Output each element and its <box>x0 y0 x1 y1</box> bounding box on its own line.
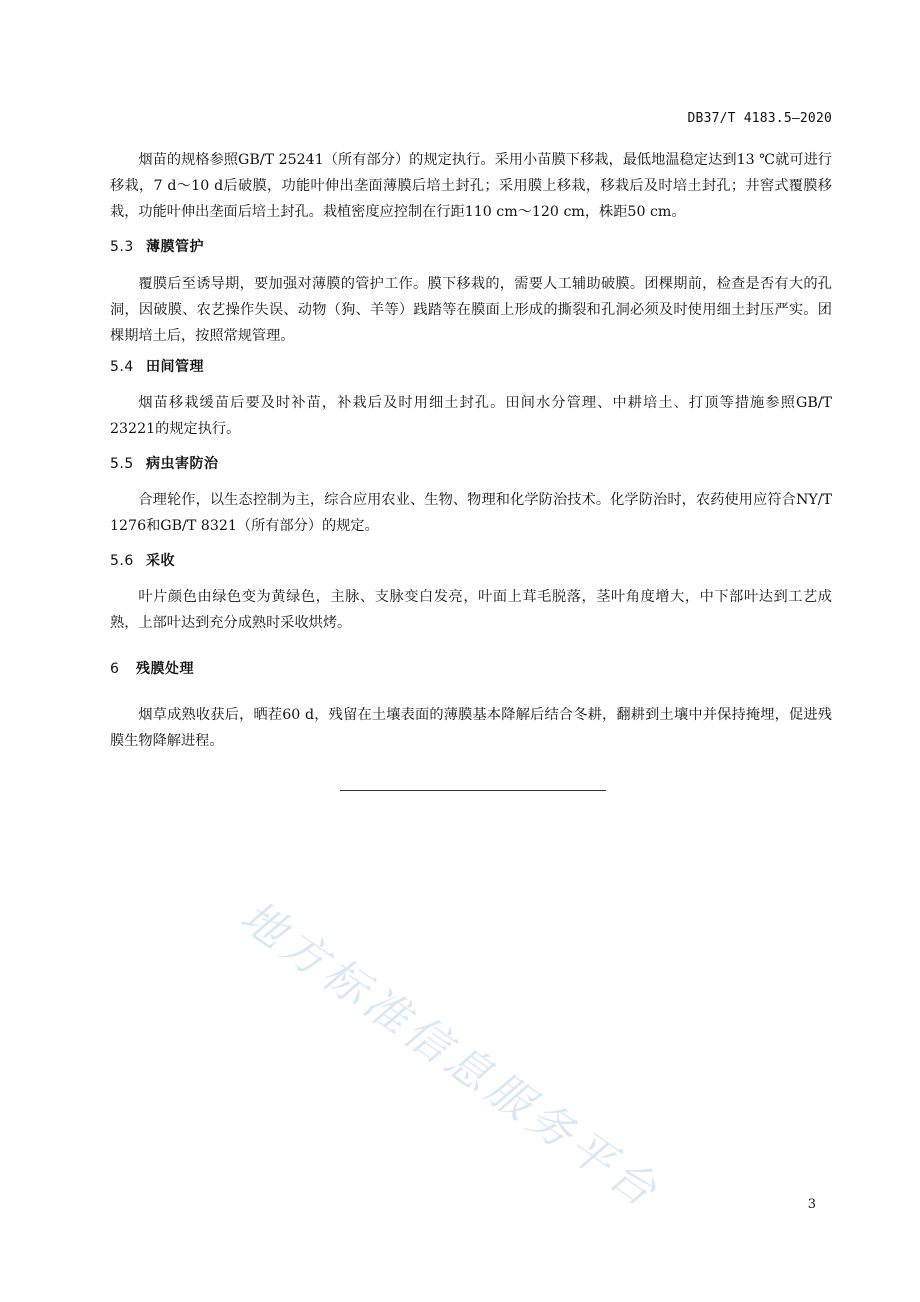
section-5-4-paragraph <box>110 390 832 442</box>
document-id: DB37/T 4183.5—2020 <box>687 111 832 126</box>
section-number: 5.5 <box>110 456 134 472</box>
paragraph-text: 叶片颜色由绿色变为黄绿色，主脉、支脉变白发亮，叶面上茸毛脱落，茎叶角度增大，中下部叶达到工艺成熟，上部叶达到充分成熟时采收烘烤。 <box>110 589 832 631</box>
page-number: 3 <box>807 1197 816 1212</box>
section-number: 5.4 <box>110 359 134 375</box>
section-heading-5-4 <box>110 356 204 376</box>
section-title: 采收 <box>146 553 175 569</box>
section-title: 薄膜管护 <box>146 239 204 255</box>
section-5-6-paragraph <box>110 584 832 636</box>
section-title: 残膜处理 <box>136 661 194 677</box>
section-6-paragraph <box>110 702 832 754</box>
paragraph-text: 覆膜后至诱导期，要加强对薄膜的管护工作。膜下移栽的，需要人工辅助破膜。团棵期前，检查是否有大的孔洞，因破膜、农艺操作失误、动物（狗、羊等）践踏等在膜面上形成的撕裂和孔洞必须及时使用细土封压严实。团棵期培土后，按照常规管理。 <box>110 276 832 344</box>
paragraph-text: 烟苗移栽缓苗后要及时补苗，补栽后及时用细土封孔。田间水分管理、中耕培土、打顶等措施参照GB/T 23221的规定执行。 <box>110 395 832 437</box>
section-title: 田间管理 <box>146 359 204 375</box>
section-title: 病虫害防治 <box>146 456 219 472</box>
section-5-3-paragraph <box>110 271 832 349</box>
section-heading-5-5 <box>110 453 219 473</box>
paragraph-text: 烟苗的规格参照GB/T 25241（所有部分）的规定执行。采用小苗膜下移栽，最低地温稳定达到13 ℃就可进行移栽，7 d～10 d后破膜，功能叶伸出垄面薄膜后培土封孔；采用膜上移栽，移栽后及时培土封孔；井窖式覆膜移栽，功能叶伸出垄面后培土封孔。栽植密度应控制在行距110 cm～120 cm，株距50 cm。 <box>110 152 832 220</box>
section-number: 5.6 <box>110 553 134 569</box>
section-5-5-paragraph <box>110 487 832 539</box>
intro-paragraph <box>110 147 832 225</box>
section-heading-6 <box>110 658 194 678</box>
paragraph-text: 合理轮作，以生态控制为主，综合应用农业、生物、物理和化学防治技术。化学防治时，农药使用应符合NY/T 1276和GB/T 8321（所有部分）的规定。 <box>110 492 832 534</box>
section-heading-5-6 <box>110 550 175 570</box>
paragraph-text: 烟草成熟收获后，晒茬60 d，残留在土壤表面的薄膜基本降解后结合冬耕，翻耕到土壤中并保持掩埋，促进残膜生物降解进程。 <box>110 707 832 749</box>
section-number: 5.3 <box>110 239 134 255</box>
end-of-document-rule <box>340 790 606 791</box>
watermark: 地方标准信息服务平台 <box>230 890 670 1220</box>
section-heading-5-3 <box>110 236 204 256</box>
section-number: 6 <box>110 661 120 677</box>
